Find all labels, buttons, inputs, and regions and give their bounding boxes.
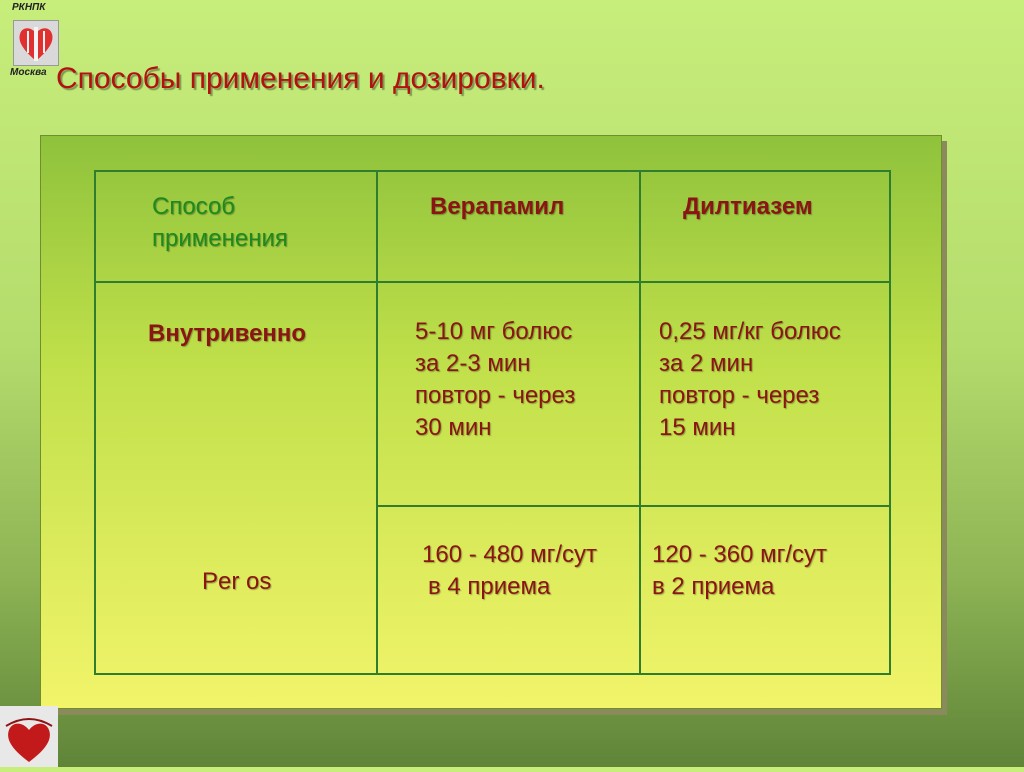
dose-line: повтор - через [659, 382, 820, 409]
dose-line: 120 - 360 мг/сут [652, 541, 827, 568]
society-logo-icon [0, 706, 58, 767]
dose-line: в 2 приема [652, 573, 775, 600]
header-route-line1: Способ [152, 193, 236, 220]
dose-line: за 2-3 мин [415, 350, 531, 377]
diltiazem-iv-dose [659, 316, 841, 444]
header-verapamil: Верапамил [430, 193, 565, 220]
dose-line: повтор - через [415, 382, 576, 409]
table-divider-row [376, 505, 891, 507]
dose-line: 5-10 мг болюс [415, 318, 573, 345]
table-divider-col2 [639, 170, 641, 675]
dose-line: 15 мин [659, 414, 736, 441]
dose-line: 30 мин [415, 414, 492, 441]
logo-org-text: РКНПК [12, 2, 46, 13]
page-title: Способы применения и дозировки. [56, 62, 545, 95]
header-route-line2: применения [152, 225, 288, 252]
dose-line: за 2 мин [659, 350, 754, 377]
verapamil-oral-dose [422, 539, 597, 603]
verapamil-iv-dose [415, 316, 575, 444]
route-per-os: Per os [202, 568, 272, 595]
dose-line: в 4 приема [428, 573, 551, 600]
diltiazem-oral-dose [652, 539, 827, 603]
dose-line: 0,25 мг/кг болюс [659, 318, 841, 345]
dose-line: 160 - 480 мг/сут [422, 541, 597, 568]
logo-city-text: Москва [10, 67, 47, 78]
header-diltiazem: Дилтиазем [683, 193, 813, 220]
header-route [152, 191, 288, 255]
heart-logo-icon [13, 20, 59, 66]
rknpk-logo [6, 2, 62, 84]
route-iv: Внутривенно [148, 320, 307, 347]
table-divider-header [94, 281, 891, 283]
table-divider-col1 [376, 170, 378, 675]
